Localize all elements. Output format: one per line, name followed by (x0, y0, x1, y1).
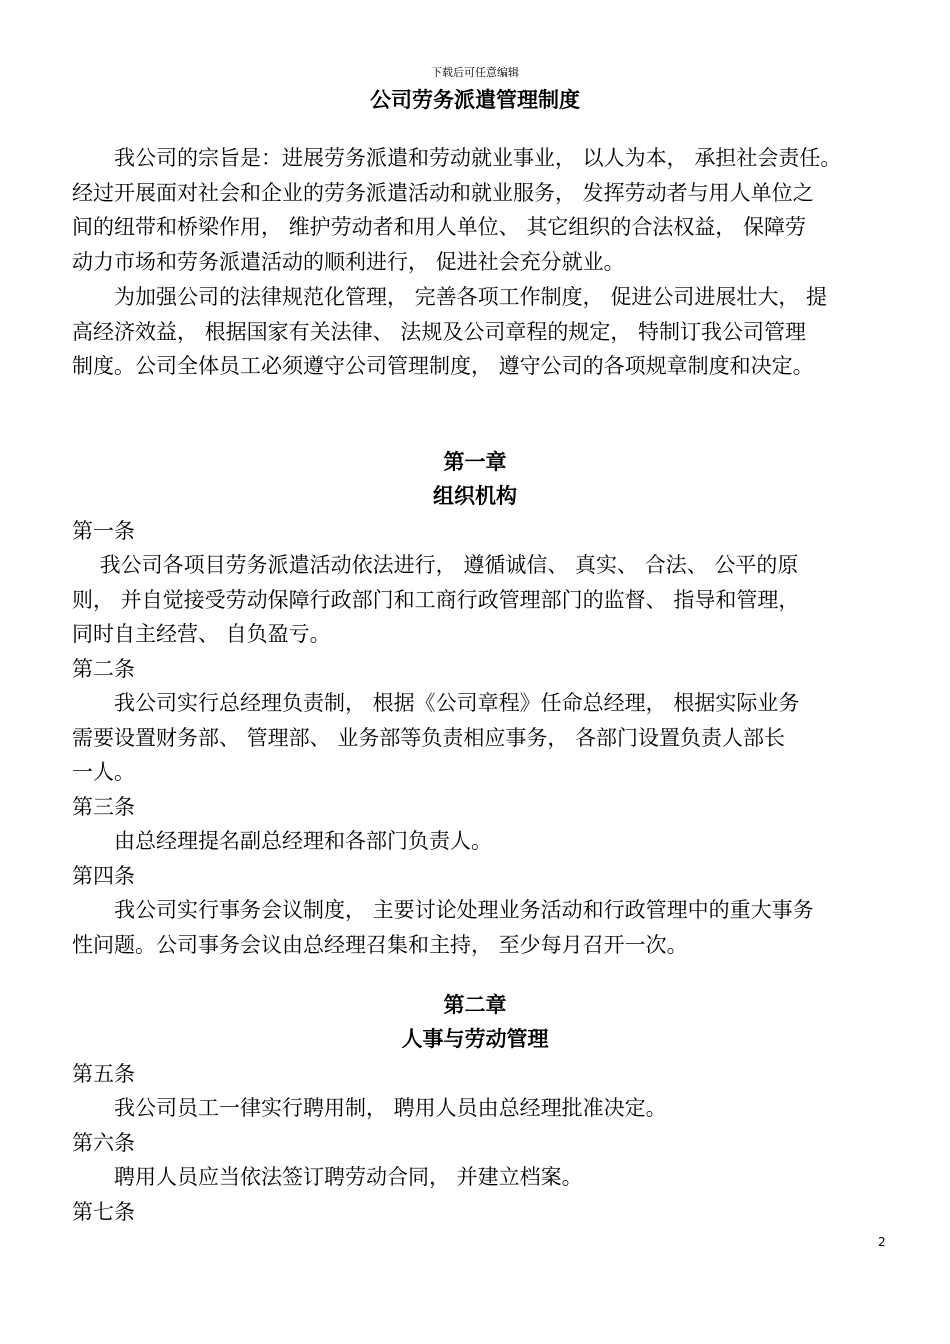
page-header-note: 下载后可任意编辑 (431, 66, 519, 79)
article-4-text: 我公司实行事务会议制度， 主要讨论处理业务活动和行政管理中的重大事务 性问题。公司事务会议由总经理召集和主持， 至少每月召开一次。 (72, 898, 814, 957)
article-4-label: 第四条 (72, 864, 135, 888)
page-number: 2 (878, 1235, 886, 1249)
article-2-text: 我公司实行总经理负责制， 根据《公司章程》任命总经理， 根据实际业务 需要设置财务部、 管理部、 业务部等负责相应事务， 各部门设置负责人部长 一人。 (72, 691, 800, 784)
chapter-2-number: 第二章 (443, 993, 507, 1017)
article-6-label: 第六条 (72, 1131, 135, 1155)
article-3-label: 第三条 (72, 795, 135, 819)
article-7-label: 第七条 (72, 1200, 135, 1224)
article-1-text: 我公司各项目劳务派遣活动依法进行， 遵循诚信、 真实、 合法、 公平的原 则， 并自觉接受劳动保障行政部门和工商行政管理部门的监督、 指导和管理， 同时自主经营、 自负盈亏。 (72, 553, 800, 646)
document-title: 公司劳务派遣管理制度 (370, 88, 580, 112)
chapter-1-number: 第一章 (443, 450, 507, 474)
article-2-label: 第二条 (72, 657, 135, 681)
article-1-label: 第一条 (72, 519, 135, 543)
article-6-text: 聘用人员应当依法签订聘劳动合同， 并建立档案。 (72, 1165, 583, 1189)
article-3-text: 由总经理提名副总经理和各部门负责人。 (72, 829, 492, 853)
article-5-text: 我公司员工一律实行聘用制， 聘用人员由总经理批准决定。 (72, 1096, 667, 1120)
chapter-1-title: 组织机构 (433, 484, 517, 508)
preamble-paragraph-2: 为加强公司的法律规范化管理， 完善各项工作制度， 促进公司进展壮大， 提 高经济效益， 根据国家有关法律、 法规及公司章程的规定， 特制订我公司管理 制度。公司全体员工必须遵守公司管理制度， 遵守公司的各项规章制度和决定。 (72, 285, 828, 378)
preamble-paragraph-1: 我公司的宗旨是：进展劳务派遣和劳动就业事业， 以人为本， 承担社会责任。 经过开展面对社会和企业的劳务派遣活动和就业服务， 发挥劳动者与用人单位之 间的纽带和桥梁作用， 维护劳动者和用人单位、 其它组织的合法权益， 保障劳 动力市场和劳务派遣活动的顺利进行， 促进社会充分就业。 (72, 146, 842, 274)
article-5-label: 第五条 (72, 1062, 135, 1086)
chapter-2-title: 人事与劳动管理 (401, 1027, 549, 1051)
